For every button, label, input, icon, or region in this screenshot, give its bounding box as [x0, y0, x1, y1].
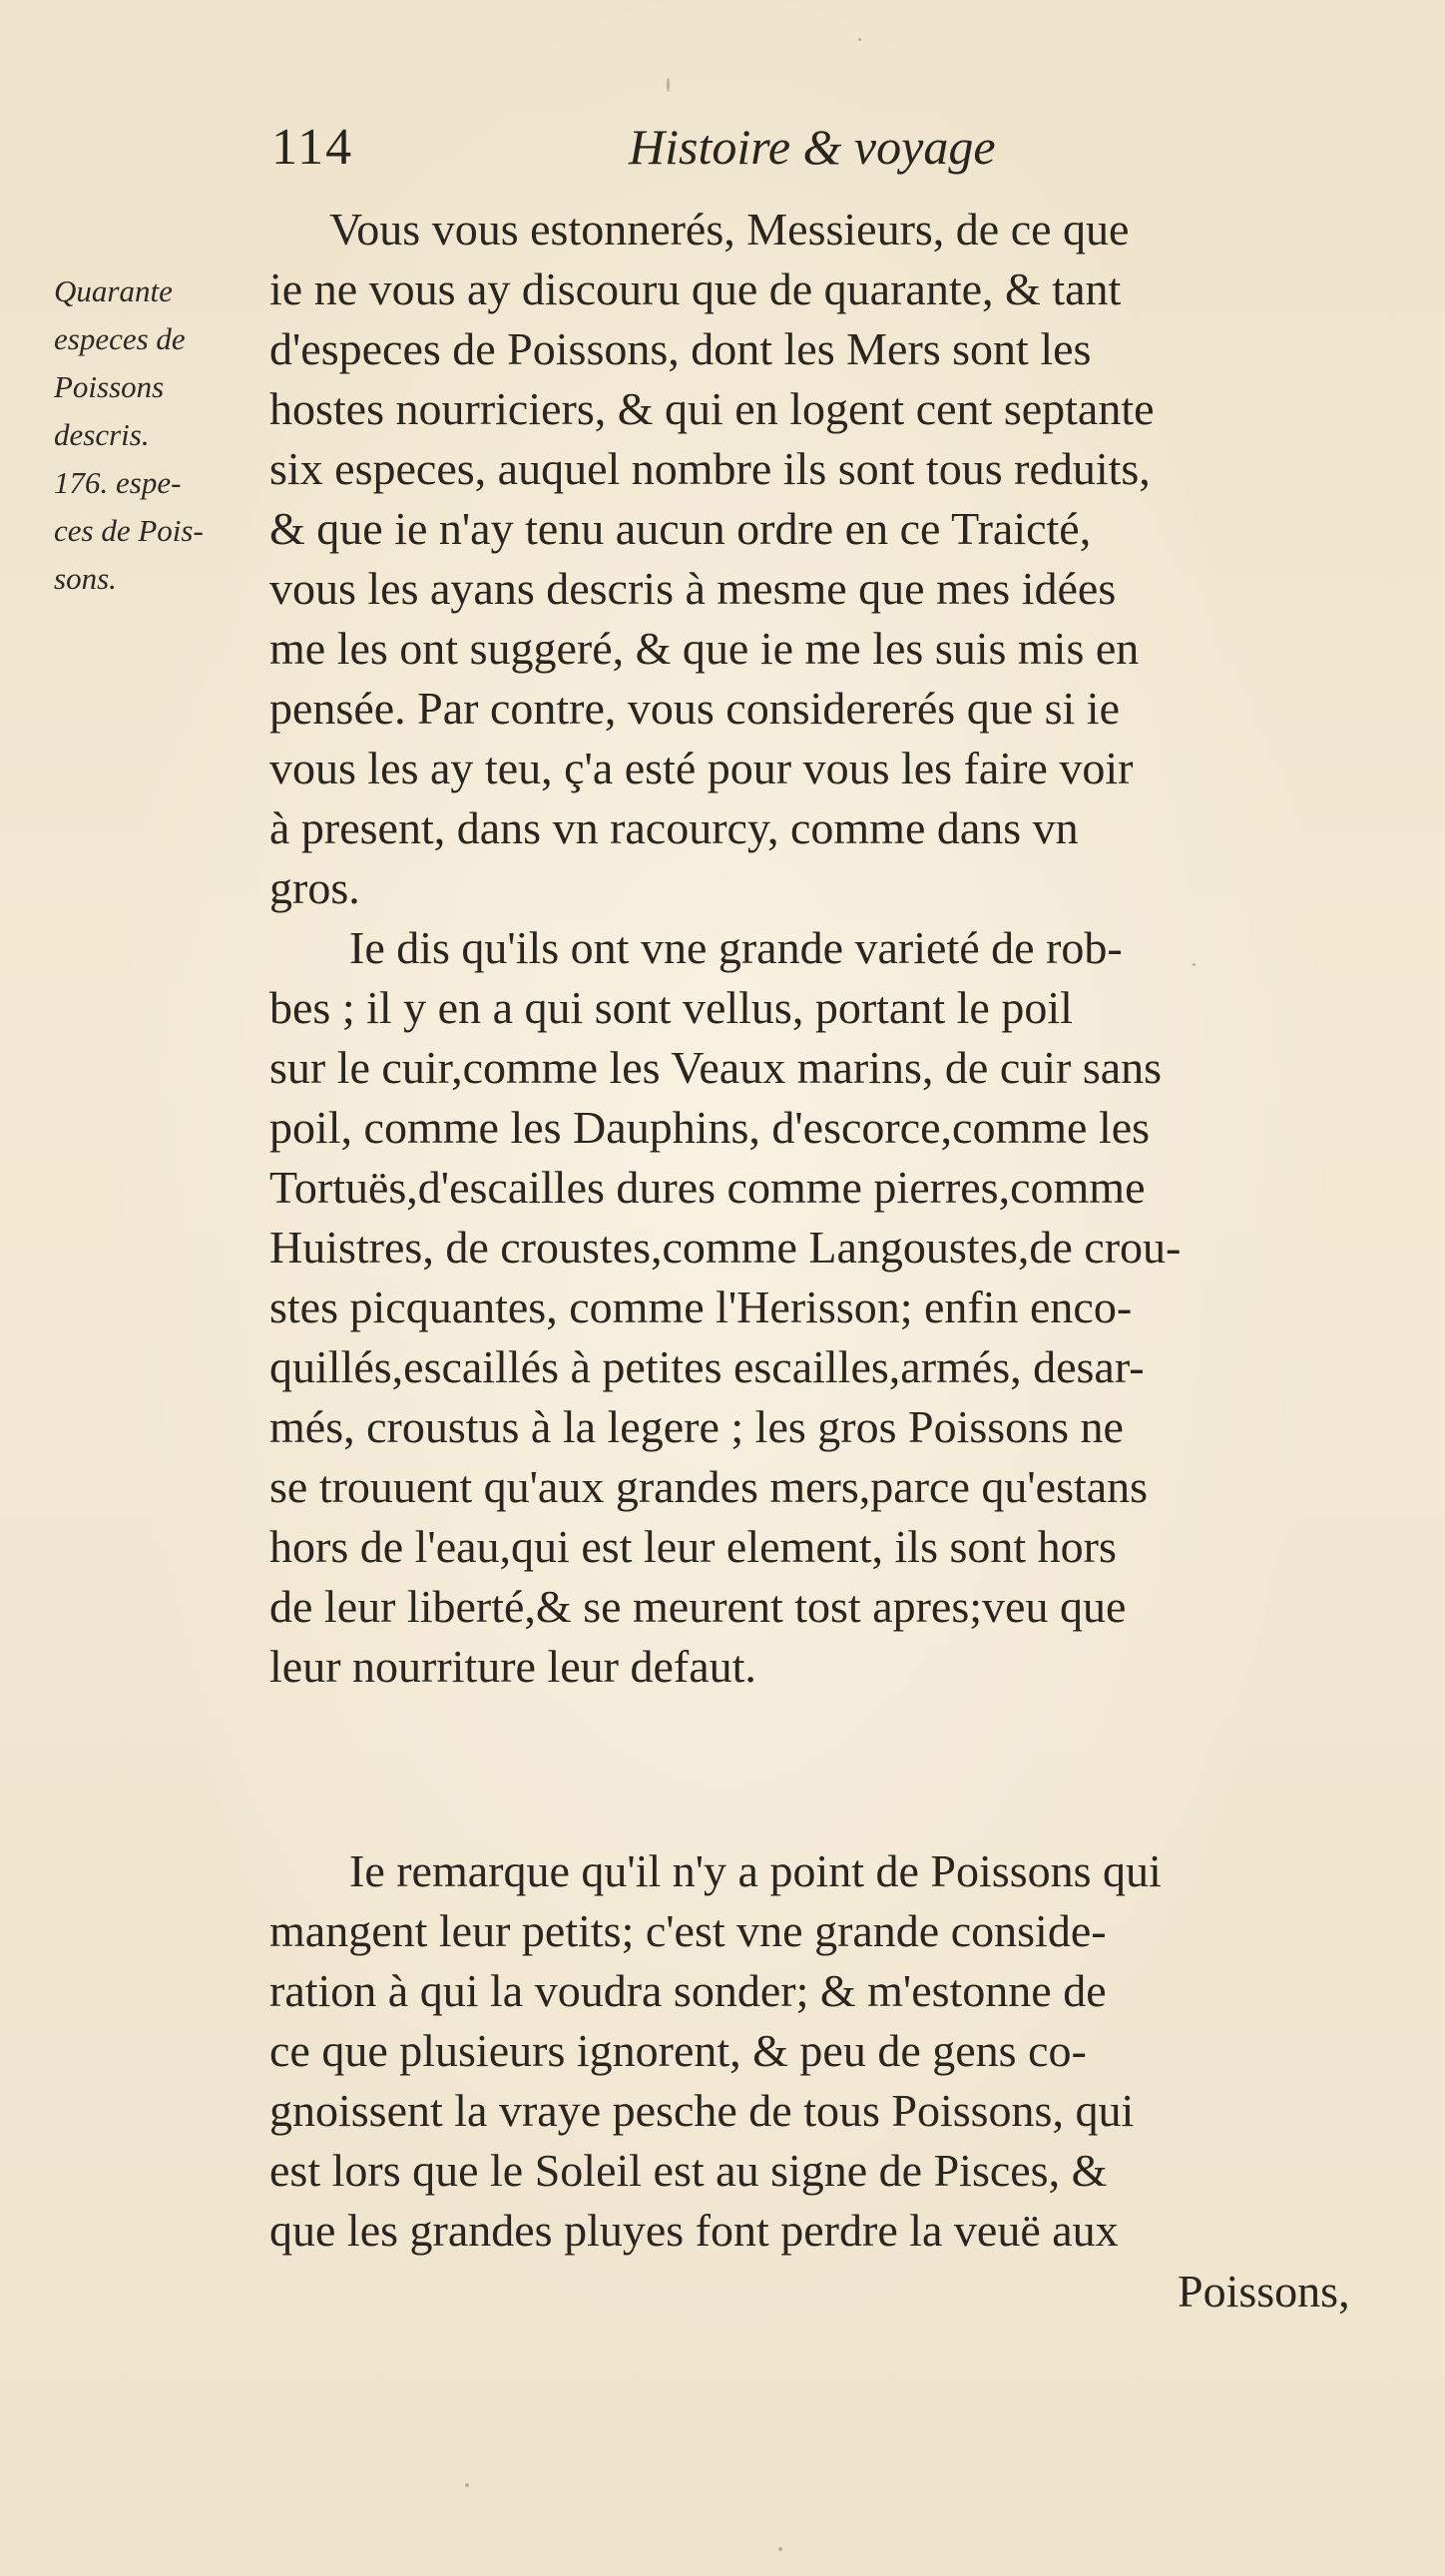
text-line: hors de l'eau,qui est leur element, ils sont hors: [269, 1521, 1117, 1572]
text-line: se trouuent qu'aux grandes mers,parce qu'estans: [269, 1461, 1149, 1512]
text-line: més, croustus à la legere ; les gros Poissons ne: [269, 1401, 1124, 1452]
text-line: gnoissent la vraye pesche de tous Poissons, qui: [269, 2085, 1135, 2136]
running-title: Histoire & voyage: [629, 119, 996, 175]
paper-speck: [1193, 963, 1196, 966]
text-line: à present, dans vn racourcy, comme dans vn: [269, 802, 1079, 853]
text-line: gros.: [269, 862, 360, 913]
text-line: ce que plusieurs ignorent, & peu de gens co-: [269, 2025, 1087, 2076]
margin-note-line: Quarante: [54, 273, 173, 308]
text-line: stes picquantes, comme l'Herisson; enfin enco-: [269, 1282, 1133, 1332]
text-line: bes ; il y en a qui sont vellus, portant le poil: [269, 982, 1073, 1033]
text-line: vous les ayans descris à mesme que mes idées: [269, 563, 1117, 614]
text-line: Ie remarque qu'il n'y a point de Poissons qui: [349, 1845, 1162, 1896]
paper-speck: [858, 38, 861, 41]
text-line: que les grandes pluyes font perdre la veuë aux: [269, 2205, 1119, 2256]
text-line: & que ie n'ay tenu aucun ordre en ce Traicté,: [269, 503, 1092, 554]
margin-note-line: especes de: [54, 321, 186, 356]
text-line: me les ont suggeré, & que ie me les suis mis en: [269, 623, 1140, 674]
text-line: pensée. Par contre, vous considererés que si ie: [269, 683, 1120, 734]
text-line: ie ne vous ay discouru que de quarante, & tant: [269, 263, 1122, 314]
text-line: de leur liberté,& se meurent tost apres;veu que: [269, 1581, 1127, 1632]
text-line: poil, comme les Dauphins, d'escorce,comme les: [269, 1102, 1151, 1153]
text-line: ration à qui la voudra sonder; & m'estonne de: [269, 1965, 1107, 2016]
text-line: six especes, auquel nombre ils sont tous reduits,: [269, 443, 1151, 494]
catchword: Poissons,: [1178, 2266, 1350, 2317]
page-number: 114: [271, 119, 354, 176]
margin-note-line: ces de Pois-: [54, 513, 204, 548]
text-line: d'especes de Poissons, dont les Mers sont les: [269, 323, 1092, 374]
margin-note-line: descris.: [54, 417, 150, 452]
text-line: quillés,escaillés à petites escailles,armés, desar-: [269, 1341, 1145, 1392]
margin-note-line: Poissons: [54, 369, 165, 404]
text-line: hostes nourriciers, & qui en logent cent septante: [269, 383, 1155, 434]
paper-speck: [667, 78, 670, 92]
text-line: Tortuës,d'escailles dures comme pierres,comme: [269, 1162, 1146, 1213]
text-line: leur nourriture leur defaut.: [269, 1641, 756, 1692]
margin-note-line: 176. espe-: [54, 465, 182, 500]
text-line: vous les ay teu, ç'a esté pour vous les faire voir: [269, 743, 1134, 793]
paper-speck: [465, 2483, 469, 2487]
text-line: est lors que le Soleil est au signe de Pisces, &: [269, 2145, 1108, 2196]
text-line: sur le cuir,comme les Veaux marins, de cuir sans: [269, 1042, 1163, 1093]
text-line: Vous vous estonnerés, Messieurs, de ce que: [329, 204, 1130, 255]
margin-note-line: sons.: [54, 561, 117, 596]
margin-note: [54, 267, 258, 603]
text-line: Huistres, de croustes,comme Langoustes,de crou-: [269, 1222, 1182, 1273]
page-header: [0, 118, 1445, 188]
paper-speck: [778, 2547, 782, 2551]
text-line: mangent leur petits; c'est vne grande conside-: [269, 1905, 1107, 1956]
text-line: Ie dis qu'ils ont vne grande varieté de rob-: [349, 922, 1123, 973]
